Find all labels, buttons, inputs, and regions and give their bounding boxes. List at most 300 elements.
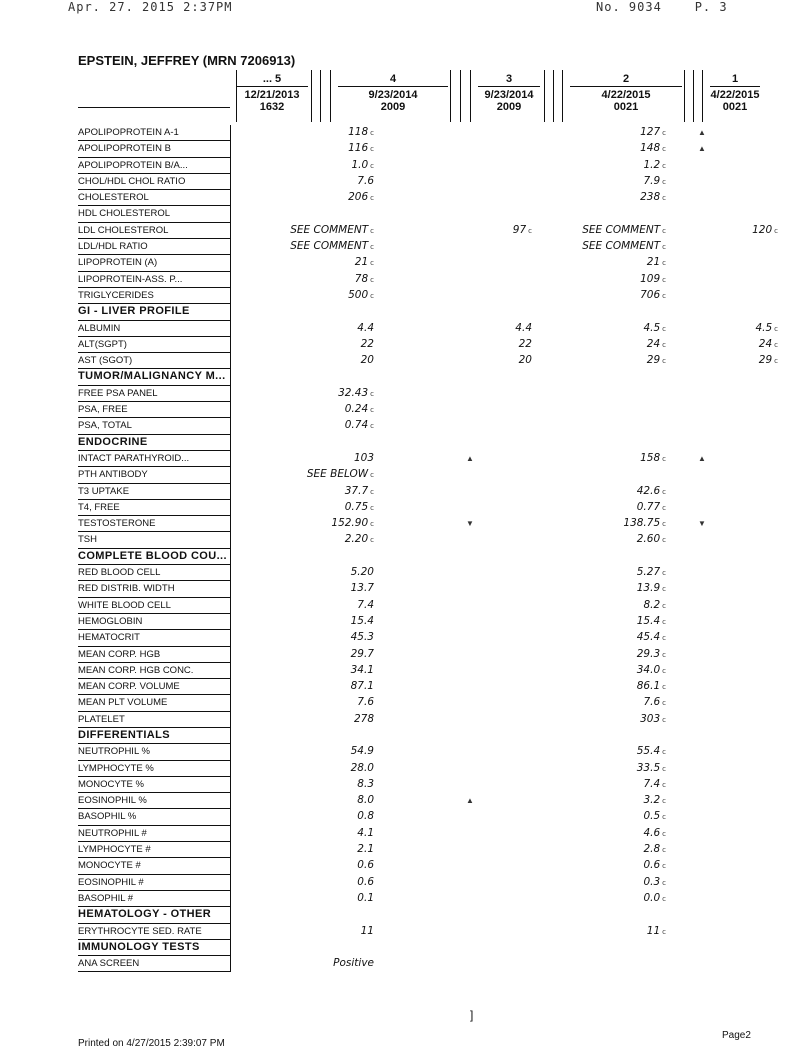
comment-marker: c (662, 829, 666, 838)
label-divider (230, 369, 231, 385)
result-col-2 (526, 581, 666, 597)
column-header-1 (710, 72, 760, 113)
label-divider (230, 647, 231, 663)
result-col-4 (254, 614, 374, 629)
result-value: 45.4 (636, 631, 661, 644)
section-row (78, 435, 778, 451)
table-row (78, 206, 778, 222)
label-divider (230, 451, 231, 467)
section-row (78, 304, 778, 320)
result-col-2 (526, 500, 666, 516)
result-value: 29.3 (636, 647, 661, 660)
table-row (78, 239, 778, 255)
test-name: PSA, FREE (78, 402, 230, 418)
result-value: SEE COMMENT (290, 223, 369, 236)
test-name: MEAN CORP. HGB CONC. (78, 663, 230, 679)
result-col-4 (254, 891, 374, 906)
label-divider (230, 809, 231, 825)
label-divider (230, 663, 231, 679)
result-col-4 (254, 451, 374, 466)
result-col-4 (254, 809, 374, 824)
label-divider (230, 728, 231, 744)
result-col-4 (254, 956, 374, 971)
result-col-2 (526, 826, 666, 842)
abnormal-flag-icon: ▼ (698, 519, 706, 529)
section-row (78, 940, 778, 956)
result-col-2 (526, 272, 666, 288)
comment-marker: c (662, 520, 666, 529)
result-value: 158 (640, 451, 661, 464)
comment-marker: c (528, 226, 532, 235)
test-name: ANA SCREEN (78, 956, 230, 972)
section-row (78, 907, 778, 923)
label-divider (230, 206, 231, 222)
result-value: 0.75 (344, 500, 369, 513)
result-col-2 (526, 712, 666, 728)
result-col-4 (254, 826, 374, 841)
result-value: 0.74 (344, 419, 369, 432)
test-name: BASOPHIL # (78, 891, 230, 907)
column-divider (562, 70, 563, 122)
test-name: TSH (78, 532, 230, 548)
result-value: 1.0 (351, 158, 369, 171)
table-row (78, 647, 778, 663)
label-divider (230, 695, 231, 711)
label-divider (230, 141, 231, 157)
result-value: 21 (354, 256, 369, 269)
table-row (78, 418, 778, 434)
result-value: 0.3 (643, 875, 661, 888)
test-name: MEAN PLT VOLUME (78, 695, 230, 711)
result-col-4 (254, 516, 374, 532)
result-value: 24 (758, 337, 773, 350)
result-col-3 (452, 337, 532, 352)
label-divider (230, 272, 231, 288)
result-value: 0.0 (643, 891, 661, 904)
comment-marker: c (662, 878, 666, 887)
column-date: 9/23/2014 (484, 89, 534, 101)
test-name: EOSINOPHIL # (78, 875, 230, 891)
table-row (78, 141, 778, 157)
label-divider (230, 353, 231, 369)
result-value: 3.2 (643, 794, 661, 807)
abnormal-flag-icon: ▲ (698, 128, 706, 137)
result-col-4 (254, 598, 374, 613)
column-date: 4/22/2015 (710, 89, 760, 101)
test-name: NEUTROPHIL % (78, 744, 230, 760)
result-col-2 (526, 679, 666, 695)
result-value: 11 (360, 924, 374, 937)
result-col-3 (452, 321, 532, 336)
comment-marker: c (370, 389, 374, 398)
label-divider (230, 418, 231, 434)
table-row (78, 288, 778, 304)
column-divider (311, 70, 312, 122)
test-name: LIPOPROTEIN-ASS. P... (78, 272, 230, 288)
result-value: 152.90 (331, 517, 369, 530)
abnormal-flag-icon: ▲ (466, 453, 474, 463)
result-col-4 (254, 141, 374, 157)
result-value: SEE COMMENT (582, 223, 661, 236)
result-value: 0.8 (357, 810, 374, 823)
test-name: APOLIPOPROTEIN B (78, 141, 230, 157)
label-divider (230, 304, 231, 320)
table-row (78, 891, 778, 907)
result-value: 148 (640, 142, 661, 155)
table-row (78, 858, 778, 874)
result-col-2 (526, 695, 666, 711)
result-value: 21 (646, 256, 661, 269)
result-col-4 (254, 467, 374, 483)
column-number: 4 (338, 72, 448, 87)
result-col-2 (526, 223, 666, 239)
result-col-2 (526, 337, 666, 353)
table-row (78, 809, 778, 825)
abnormal-flag-icon: ▲ (466, 796, 474, 806)
header-rule (78, 107, 230, 108)
result-col-2 (526, 484, 666, 500)
label-divider (230, 402, 231, 418)
result-value: 86.1 (636, 680, 661, 693)
label-divider (230, 125, 231, 141)
test-name: EOSINOPHIL % (78, 793, 230, 809)
result-value: 54.9 (350, 745, 374, 758)
results-table (78, 125, 778, 972)
result-value: 13.7 (350, 582, 374, 595)
column-header-4 (338, 72, 448, 113)
comment-marker: c (662, 161, 666, 170)
result-value: 103 (353, 451, 374, 464)
result-col-2 (526, 239, 666, 255)
section-heading: IMMUNOLOGY TESTS (78, 940, 230, 956)
section-row (78, 549, 778, 565)
result-value: 33.5 (636, 761, 661, 774)
result-col-1 (718, 321, 778, 337)
result-value: 15.4 (350, 614, 374, 627)
label-divider (230, 565, 231, 581)
fax-page-info (596, 0, 728, 14)
column-divider (450, 70, 451, 122)
column-date: 4/22/2015 (601, 89, 651, 101)
table-row (78, 630, 778, 646)
column-number: ... 5 (236, 72, 308, 87)
result-value: 2.20 (344, 533, 369, 546)
result-col-2 (526, 125, 666, 141)
label-divider (230, 956, 231, 972)
result-col-1 (718, 353, 778, 369)
test-name: FREE PSA PANEL (78, 386, 230, 402)
result-col-2 (526, 614, 666, 630)
test-name: CHOLESTEROL (78, 190, 230, 206)
label-divider (230, 467, 231, 483)
result-value: 0.5 (643, 810, 661, 823)
result-value: 87.1 (350, 680, 374, 693)
comment-marker: c (662, 862, 666, 871)
result-value: 303 (640, 712, 661, 725)
result-col-1 (718, 337, 778, 353)
result-value: 8.0 (357, 794, 374, 807)
comment-marker: c (774, 357, 778, 366)
comment-marker: c (662, 748, 666, 757)
test-name: MEAN CORP. HGB (78, 647, 230, 663)
table-row (78, 467, 778, 483)
result-value: 4.1 (357, 826, 374, 839)
section-heading: DIFFERENTIALS (78, 728, 230, 744)
result-col-4 (254, 630, 374, 645)
result-value: 45.3 (350, 631, 374, 644)
comment-marker: c (370, 487, 374, 496)
label-divider (230, 826, 231, 842)
result-value: 2.8 (643, 843, 661, 856)
result-value: 78 (354, 272, 369, 285)
result-col-2 (526, 842, 666, 858)
test-name: ERYTHROCYTE SED. RATE (78, 924, 230, 940)
result-col-4 (254, 500, 374, 516)
label-divider (230, 532, 231, 548)
column-divider (702, 70, 703, 122)
label-divider (230, 174, 231, 190)
comment-marker: c (370, 129, 374, 137)
test-name: RED DISTRIB. WIDTH (78, 581, 230, 597)
comment-marker: c (774, 324, 778, 333)
comment-marker: c (370, 536, 374, 545)
comment-marker: c (662, 536, 666, 545)
result-value: SEE COMMENT (290, 240, 369, 253)
section-heading: GI - LIVER PROFILE (78, 304, 230, 320)
comment-marker: c (370, 503, 374, 512)
comment-marker: c (370, 145, 374, 154)
result-col-4 (254, 581, 374, 596)
result-value: 4.4 (515, 321, 532, 334)
table-row (78, 614, 778, 630)
result-col-2 (526, 924, 666, 940)
result-col-2 (526, 744, 666, 760)
table-row (78, 663, 778, 679)
result-col-4 (254, 679, 374, 694)
table-row (78, 451, 778, 467)
result-value: 4.6 (643, 826, 661, 839)
table-row (78, 255, 778, 271)
comment-marker: c (662, 177, 666, 186)
result-col-2 (526, 451, 666, 467)
label-divider (230, 924, 231, 940)
comment-marker: c (662, 243, 666, 252)
comment-marker: c (370, 161, 374, 170)
section-heading: TUMOR/MALIGNANCY M... (78, 369, 230, 385)
column-date: 9/23/2014 (368, 89, 418, 101)
comment-marker: c (662, 601, 666, 610)
comment-marker: c (662, 650, 666, 659)
result-value: 15.4 (636, 614, 661, 627)
table-row (78, 174, 778, 190)
result-value: 11 (646, 924, 661, 937)
result-col-3 (452, 353, 532, 368)
result-value: 4.5 (643, 321, 661, 334)
column-header-2 (570, 72, 682, 113)
label-divider (230, 598, 231, 614)
comment-marker: c (662, 894, 666, 903)
table-row (78, 581, 778, 597)
test-name: MONOCYTE # (78, 858, 230, 874)
result-value: SEE BELOW (306, 468, 369, 481)
result-value: 29 (758, 354, 773, 367)
result-col-2 (526, 858, 666, 874)
label-divider (230, 761, 231, 777)
result-col-2 (526, 630, 666, 646)
test-name: ALBUMIN (78, 321, 230, 337)
result-value: 8.3 (357, 777, 374, 790)
result-col-4 (254, 239, 374, 255)
table-row (78, 712, 778, 728)
result-col-4 (254, 402, 374, 418)
result-value: 116 (348, 142, 369, 155)
comment-marker: c (662, 129, 666, 137)
result-col-2 (526, 565, 666, 581)
comment-marker: c (662, 585, 666, 594)
result-col-2 (526, 809, 666, 825)
test-name: APOLIPOPROTEIN B/A... (78, 158, 230, 174)
printed-timestamp: Printed on 4/27/2015 2:39:07 PM (78, 1038, 225, 1049)
result-col-4 (254, 337, 374, 352)
result-col-4 (254, 532, 374, 548)
result-col-2 (526, 647, 666, 663)
label-divider (230, 777, 231, 793)
result-col-4 (254, 223, 374, 239)
table-row (78, 516, 778, 532)
comment-marker: c (662, 699, 666, 708)
column-divider (320, 70, 321, 122)
test-name: T4, FREE (78, 500, 230, 516)
table-row (78, 272, 778, 288)
result-col-4 (254, 272, 374, 288)
label-divider (230, 630, 231, 646)
result-col-4 (254, 875, 374, 890)
table-row (78, 598, 778, 614)
label-divider (230, 891, 231, 907)
table-row (78, 223, 778, 239)
result-value: 0.6 (643, 859, 661, 872)
result-value: 55.4 (636, 745, 661, 758)
result-value: 127 (640, 126, 661, 138)
table-row (78, 777, 778, 793)
test-name: PSA, TOTAL (78, 418, 230, 434)
table-row (78, 875, 778, 891)
test-name: HEMATOCRIT (78, 630, 230, 646)
table-row (78, 842, 778, 858)
table-row (78, 744, 778, 760)
result-col-4 (254, 647, 374, 662)
comment-marker: c (662, 715, 666, 724)
result-col-4 (254, 288, 374, 304)
result-value: 34.1 (350, 663, 374, 676)
result-col-2 (526, 321, 666, 337)
result-value: 0.6 (357, 859, 374, 872)
result-value: 42.6 (636, 484, 661, 497)
result-col-2 (526, 288, 666, 304)
label-divider (230, 793, 231, 809)
label-divider (230, 516, 231, 532)
scan-mark: ] (470, 1008, 474, 1022)
result-col-4 (254, 353, 374, 368)
table-row (78, 353, 778, 369)
result-value: 4.4 (357, 321, 374, 334)
result-value: 138.75 (623, 517, 661, 530)
test-name: T3 UPTAKE (78, 484, 230, 500)
test-name: WHITE BLOOD CELL (78, 598, 230, 614)
table-row (78, 826, 778, 842)
section-heading: HEMATOLOGY - OTHER (78, 907, 230, 923)
test-name: NEUTROPHIL # (78, 826, 230, 842)
abnormal-flag-icon: ▲ (698, 453, 706, 463)
label-divider (230, 712, 231, 728)
result-value: 2.60 (636, 533, 661, 546)
test-name: TRIGLYCERIDES (78, 288, 230, 304)
result-value: 37.7 (344, 484, 369, 497)
result-value: 29.7 (350, 647, 374, 660)
test-name: HEMOGLOBIN (78, 614, 230, 630)
result-value: 28.0 (350, 761, 374, 774)
result-col-4 (254, 793, 374, 808)
result-value: 238 (640, 191, 661, 204)
fax-datetime: Apr. 27. 2015 2:37PM (68, 0, 233, 14)
column-time: 2009 (496, 101, 522, 113)
test-name: AST (SGOT) (78, 353, 230, 369)
test-name: LDL CHOLESTEROL (78, 223, 230, 239)
section-heading: ENDOCRINE (78, 435, 230, 451)
patient-name: EPSTEIN, JEFFREY (MRN 7206913) (78, 53, 296, 68)
result-value: 500 (348, 288, 369, 301)
result-col-4 (254, 712, 374, 727)
result-col-4 (254, 158, 374, 174)
label-divider (230, 940, 231, 956)
abnormal-flag-icon: ▼ (466, 519, 474, 529)
test-name: MEAN CORP. VOLUME (78, 679, 230, 695)
test-name: TESTOSTERONE (78, 516, 230, 532)
table-row (78, 190, 778, 206)
table-row (78, 402, 778, 418)
table-row (78, 484, 778, 500)
comment-marker: c (662, 666, 666, 675)
comment-marker: c (370, 275, 374, 284)
label-divider (230, 288, 231, 304)
result-col-2 (526, 516, 666, 532)
test-name: PLATELET (78, 712, 230, 728)
table-row (78, 679, 778, 695)
result-value: 4.5 (755, 321, 773, 334)
result-col-2 (526, 663, 666, 679)
test-name: PTH ANTIBODY (78, 467, 230, 483)
comment-marker: c (662, 927, 666, 936)
result-value: 20 (360, 354, 374, 367)
comment-marker: c (370, 243, 374, 252)
comment-marker: c (662, 291, 666, 300)
result-col-2 (526, 891, 666, 907)
result-value: 5.20 (350, 566, 374, 579)
table-row (78, 500, 778, 516)
result-value: 20 (518, 354, 532, 367)
result-value: 34.0 (636, 663, 661, 676)
result-value: 7.4 (357, 598, 374, 611)
result-col-4 (254, 858, 374, 873)
comment-marker: c (370, 406, 374, 415)
test-name: CHOL/HDL CHOL RATIO (78, 174, 230, 190)
result-col-2 (526, 174, 666, 190)
table-row (78, 565, 778, 581)
column-divider (460, 70, 461, 122)
column-time: 0021 (613, 101, 639, 113)
result-col-4 (254, 125, 374, 141)
comment-marker: c (370, 291, 374, 300)
